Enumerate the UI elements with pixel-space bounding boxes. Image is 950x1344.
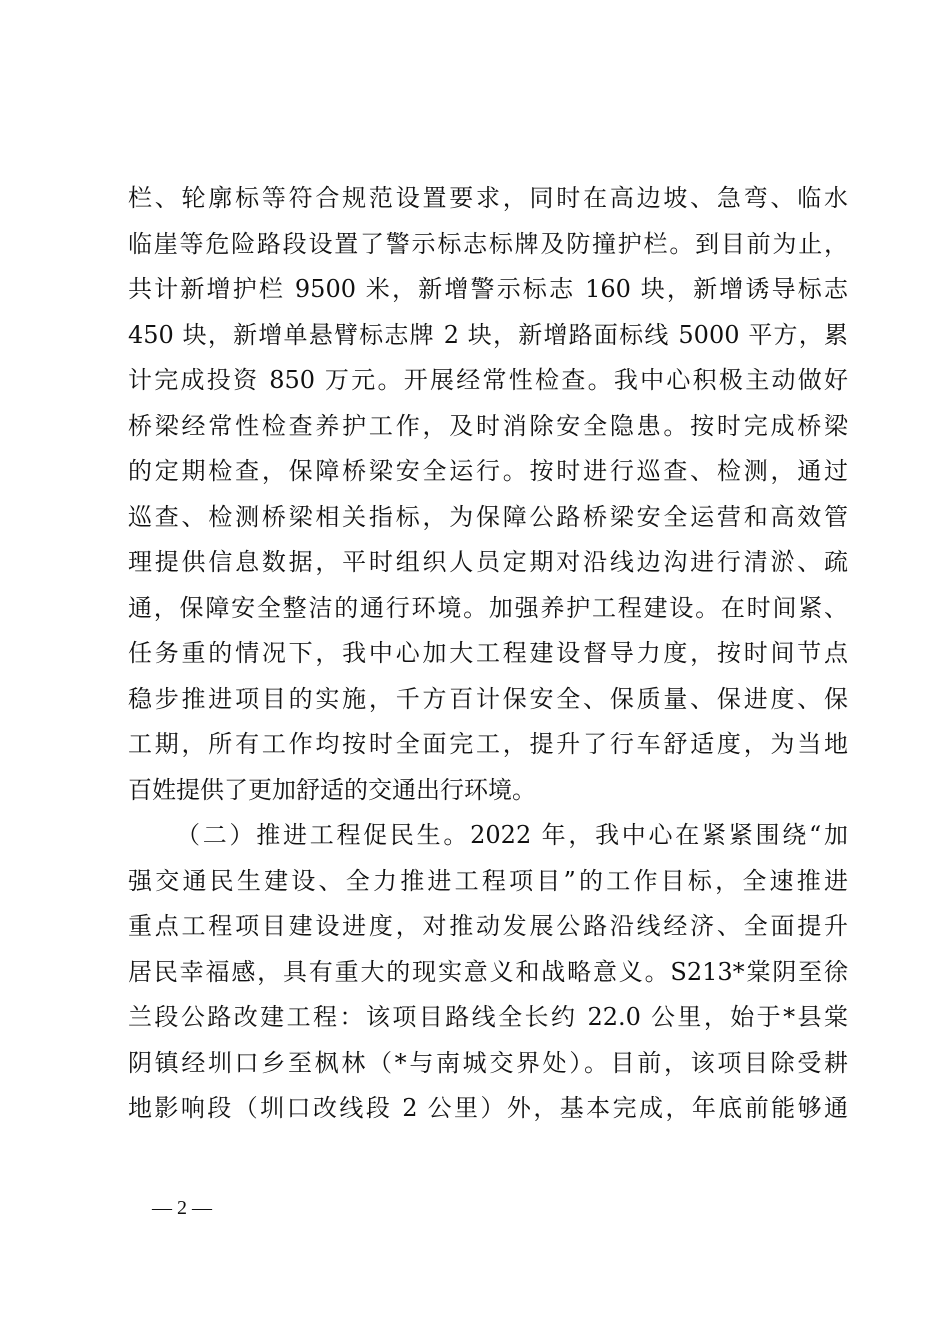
body-text: [128, 176, 848, 1132]
text-line: 阴镇经圳口乡至枫林（*与南城交界处）。目前，该项目除受耕: [128, 1048, 848, 1077]
text-line: 居民幸福感，具有重大的现实意义和战略意义。S213*棠阴至徐: [128, 957, 848, 986]
text-line: 桥梁经常性检查养护工作，及时消除安全隐患。按时完成桥梁: [128, 411, 848, 440]
text-line: 450 块，新增单悬臂标志牌 2 块，新增路面标线 5000 平方，累: [128, 320, 848, 349]
text-line: 稳步推进项目的实施，千方百计保安全、保质量、保进度、保: [128, 684, 848, 713]
text-line: 地影响段（圳口改线段 2 公里）外，基本完成，年底前能够通: [128, 1094, 848, 1122]
text-line: 通，保障安全整洁的通行环境。加强养护工程建设。在时间紧、: [128, 593, 848, 622]
text-line: 共计新增护栏 9500 米，新增警示标志 160 块，新增诱导标志: [128, 275, 848, 303]
text-line: 栏、轮廓标等符合规范设置要求，同时在高边坡、急弯、临水: [128, 184, 848, 212]
text-line: 工期，所有工作均按时全面完工，提升了行车舒适度，为当地: [128, 730, 848, 758]
text-line: 计完成投资 850 万元。开展经常性检查。我中心积极主动做好: [128, 366, 848, 394]
text-line: 理提供信息数据，平时组织人员定期对沿线边沟进行清淤、疏: [128, 548, 848, 576]
page-number: — 2 —: [152, 1197, 212, 1219]
text-line: 的定期检查，保障桥梁安全运行。按时进行巡查、检测，通过: [128, 457, 848, 485]
text-line: 重点工程项目建设进度，对推动发展公路沿线经济、全面提升: [128, 912, 848, 940]
text-line: 临崖等危险路段设置了警示标志标牌及防撞护栏。到目前为止，: [128, 229, 848, 258]
text-line: 任务重的情况下，我中心加大工程建设督导力度，按时间节点: [128, 639, 848, 667]
text-line: 百姓提供了更加舒适的交通出行环境。: [128, 775, 536, 804]
text-line: 兰段公路改建工程：该项目路线全长约 22.0 公里，始于*县棠: [128, 1003, 848, 1031]
text-line: 强交通民生建设、全力推进工程项目”的工作目标，全速推进: [128, 866, 848, 895]
text-line: 巡查、检测桥梁相关指标，为保障公路桥梁安全运营和高效管: [128, 502, 848, 531]
section-heading-line: （二）推进工程促民生。2022 年，我中心在紧紧围绕“加: [176, 821, 848, 849]
